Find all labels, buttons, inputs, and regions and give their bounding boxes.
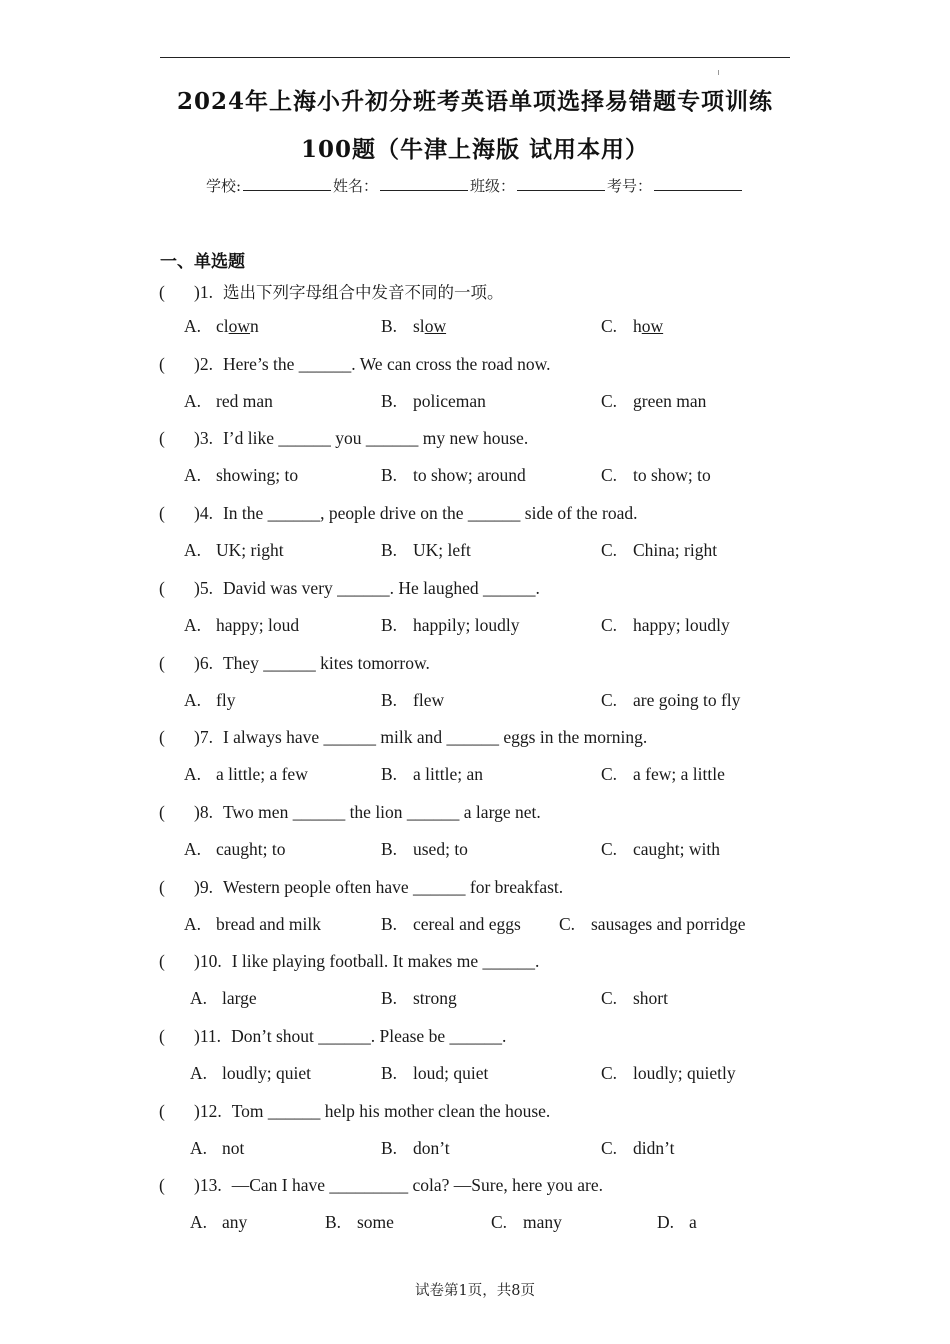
question-number: )9.	[194, 877, 213, 897]
option-a[interactable]	[184, 839, 286, 860]
option-text: loud; quiet	[413, 1063, 489, 1083]
question-text: 选出下列字母组合中发音不同的一项。	[222, 283, 504, 302]
question-stem	[159, 653, 430, 674]
question-text: They ______ kites tomorrow.	[222, 653, 430, 673]
option-c[interactable]	[601, 1138, 675, 1159]
question-text: In the ______, people drive on the ______ side of the road.	[222, 503, 638, 523]
option-text: green man	[633, 391, 707, 411]
option-text: short	[633, 988, 668, 1008]
question-text: I always have ______ milk and ______ eggs in the morning.	[222, 727, 648, 747]
question-number: )11.	[194, 1026, 222, 1046]
option-a[interactable]	[184, 391, 273, 412]
option-text: flew	[413, 690, 445, 710]
school-label: 学校:	[205, 177, 241, 195]
option-text-underlined: ow	[424, 316, 447, 336]
option-letter: C.	[601, 465, 618, 485]
question-number: )2.	[194, 354, 213, 374]
question-number: )3.	[194, 428, 213, 448]
question-text: Tom ______ help his mother clean the house.	[231, 1101, 551, 1121]
option-text: happy; loud	[216, 615, 300, 635]
option-b[interactable]	[381, 615, 519, 636]
option-text-pre: cl	[216, 316, 229, 336]
option-letter: B.	[381, 690, 398, 710]
option-letter: C.	[491, 1212, 508, 1232]
option-letter: B.	[381, 391, 398, 411]
answer-paren[interactable]: (	[159, 578, 165, 598]
page-footer: 试卷第1页，共8页	[415, 1283, 535, 1299]
option-a[interactable]	[184, 690, 235, 711]
question-text: I’d like ______ you ______ my new house.	[222, 428, 529, 448]
option-text: loudly; quietly	[633, 1063, 736, 1083]
option-text: many	[523, 1212, 562, 1232]
option-letter: C.	[601, 391, 618, 411]
question-number: )4.	[194, 503, 213, 523]
answer-paren[interactable]: (	[159, 503, 165, 523]
option-letter: C.	[601, 764, 618, 784]
option-letter: C.	[601, 316, 618, 336]
answer-paren[interactable]: (	[159, 282, 165, 302]
answer-paren[interactable]: (	[159, 653, 165, 673]
option-c[interactable]	[601, 540, 717, 561]
option-text: strong	[413, 988, 457, 1008]
option-c[interactable]	[601, 465, 711, 486]
option-text-underlined: ow	[641, 316, 664, 336]
option-a[interactable]	[184, 540, 284, 561]
option-letter: C.	[601, 1138, 618, 1158]
option-letter: A.	[184, 465, 202, 485]
question-stem	[159, 428, 528, 449]
option-text: happy; loudly	[633, 615, 730, 635]
question-stem	[159, 1101, 550, 1122]
option-text: not	[222, 1138, 245, 1158]
option-text: some	[357, 1212, 394, 1232]
question-number: )13.	[194, 1175, 222, 1195]
class-label: 班级：	[470, 177, 516, 195]
option-a[interactable]	[184, 316, 259, 337]
option-letter: C.	[559, 914, 576, 934]
question-number: )6.	[194, 653, 213, 673]
option-d[interactable]	[657, 1212, 697, 1233]
option-text: happily; loudly	[413, 615, 520, 635]
school-blank[interactable]	[243, 176, 331, 191]
option-letter: B.	[381, 1138, 398, 1158]
answer-paren[interactable]: (	[159, 877, 165, 897]
answer-paren[interactable]: (	[159, 1175, 165, 1195]
answer-paren[interactable]: (	[159, 428, 165, 448]
name-blank[interactable]	[380, 176, 468, 191]
option-text: a	[689, 1212, 697, 1232]
option-letter: B.	[381, 914, 398, 934]
option-c[interactable]	[559, 914, 746, 935]
option-letter: A.	[190, 1063, 208, 1083]
option-c[interactable]	[601, 615, 730, 636]
option-letter: C.	[601, 540, 618, 560]
option-letter: C.	[601, 1063, 618, 1083]
top-rule	[160, 57, 790, 58]
option-text: a few; a little	[633, 764, 725, 784]
option-c[interactable]	[601, 1063, 736, 1084]
question-stem	[159, 503, 638, 524]
exam-title-line-1: 2024年上海小升初分班考英语单项选择易错题专项训练	[176, 88, 773, 115]
option-letter: B.	[381, 1063, 398, 1083]
option-letter: C.	[601, 988, 618, 1008]
option-b[interactable]	[325, 1212, 394, 1233]
question-text: Don’t shout ______. Please be ______.	[231, 1026, 507, 1046]
question-stem	[159, 578, 540, 599]
student-info-line	[0, 175, 950, 196]
option-letter: A.	[184, 914, 202, 934]
option-b[interactable]	[381, 690, 444, 711]
question-text: Western people often have ______ for breakfast.	[222, 877, 564, 897]
option-text: any	[222, 1212, 248, 1232]
option-text: red man	[216, 391, 273, 411]
option-letter: B.	[381, 465, 398, 485]
question-stem	[159, 727, 647, 748]
option-letter: A.	[184, 540, 202, 560]
option-letter: B.	[381, 764, 398, 784]
option-b[interactable]	[381, 391, 486, 412]
page-mark	[718, 70, 719, 75]
option-text-pre: sl	[413, 316, 425, 336]
option-c[interactable]	[601, 764, 725, 785]
option-text: loudly; quiet	[222, 1063, 311, 1083]
option-a[interactable]	[190, 1212, 247, 1233]
question-number: )1.	[194, 282, 213, 302]
option-b[interactable]	[381, 316, 446, 337]
question-text: David was very ______. He laughed ______.	[222, 578, 540, 598]
option-b[interactable]	[381, 988, 457, 1009]
option-letter: C.	[601, 839, 618, 859]
number-label: 考号：	[607, 177, 653, 195]
answer-paren[interactable]: (	[159, 354, 165, 374]
option-text: don’t	[413, 1138, 450, 1158]
option-a[interactable]	[184, 764, 308, 785]
option-text: large	[222, 988, 257, 1008]
option-a[interactable]	[190, 1063, 311, 1084]
option-letter: A.	[184, 690, 202, 710]
question-stem	[159, 802, 541, 823]
option-letter: B.	[381, 988, 398, 1008]
option-text: a little; an	[413, 764, 483, 784]
option-letter: A.	[184, 764, 202, 784]
question-number: )10.	[194, 951, 222, 971]
option-c[interactable]	[601, 839, 720, 860]
option-a[interactable]	[190, 988, 257, 1009]
section-title: 一、单选题	[160, 252, 245, 272]
option-a[interactable]	[184, 465, 298, 486]
option-b[interactable]	[381, 540, 471, 561]
option-letter: B.	[381, 540, 398, 560]
question-text: Here’s the ______. We can cross the road now.	[222, 354, 551, 374]
option-text: to show; to	[633, 465, 711, 485]
option-b[interactable]	[381, 914, 521, 935]
option-a[interactable]	[184, 914, 321, 935]
option-letter: A.	[184, 391, 202, 411]
question-stem	[159, 877, 563, 898]
question-number: )5.	[194, 578, 213, 598]
option-b[interactable]	[381, 465, 526, 486]
answer-paren[interactable]: (	[159, 802, 165, 822]
option-text: UK; left	[413, 540, 471, 560]
question-stem	[159, 354, 551, 375]
option-text: UK; right	[216, 540, 284, 560]
option-text: policeman	[413, 391, 486, 411]
option-a[interactable]	[190, 1138, 244, 1159]
option-letter: B.	[381, 839, 398, 859]
option-letter: C.	[601, 690, 618, 710]
option-text: didn’t	[633, 1138, 675, 1158]
option-text: China; right	[633, 540, 718, 560]
option-letter: A.	[190, 1212, 208, 1232]
question-stem	[159, 1175, 603, 1196]
question-text: I like playing football. It makes me ______.	[231, 951, 540, 971]
class-blank[interactable]	[517, 176, 605, 191]
option-letter: A.	[184, 615, 202, 635]
option-c[interactable]	[601, 391, 706, 412]
question-number: )12.	[194, 1101, 222, 1121]
option-c[interactable]	[601, 988, 668, 1009]
option-text: showing; to	[216, 465, 299, 485]
option-c[interactable]	[601, 316, 663, 337]
option-text: cereal and eggs	[413, 914, 521, 934]
option-text: a little; a few	[216, 764, 308, 784]
option-text: sausages and porridge	[591, 914, 746, 934]
option-a[interactable]	[184, 615, 299, 636]
answer-paren[interactable]: (	[159, 727, 165, 747]
option-c[interactable]	[601, 690, 740, 711]
option-b[interactable]	[381, 839, 468, 860]
option-letter: A.	[190, 988, 208, 1008]
option-text: caught; with	[633, 839, 720, 859]
option-letter: A.	[190, 1138, 208, 1158]
exam-title-line-2: 100题（牛津上海版 试用本用）	[300, 136, 650, 163]
option-letter: D.	[657, 1212, 675, 1232]
question-text: Two men ______ the lion ______ a large net.	[222, 802, 541, 822]
answer-paren[interactable]: (	[159, 1101, 165, 1121]
option-letter: C.	[601, 615, 618, 635]
option-text-underlined: ow	[228, 316, 251, 336]
option-text: are going to fly	[633, 690, 741, 710]
option-text: to show; around	[413, 465, 526, 485]
option-c[interactable]	[491, 1212, 562, 1233]
option-text: fly	[216, 690, 236, 710]
option-b[interactable]	[381, 1138, 450, 1159]
question-stem	[159, 951, 539, 972]
option-text: used; to	[413, 839, 468, 859]
option-text-pre: h	[633, 316, 642, 336]
question-number: )8.	[194, 802, 213, 822]
question-text: —Can I have _________ cola? —Sure, here you are.	[231, 1175, 603, 1195]
number-blank[interactable]	[654, 176, 742, 191]
question-stem	[159, 279, 503, 303]
option-letter: A.	[184, 316, 202, 336]
question-number: )7.	[194, 727, 213, 747]
option-text: caught; to	[216, 839, 286, 859]
option-letter: B.	[381, 316, 398, 336]
option-letter: A.	[184, 839, 202, 859]
option-letter: B.	[381, 615, 398, 635]
question-stem	[159, 1026, 506, 1047]
option-text: bread and milk	[216, 914, 321, 934]
option-text-post: n	[250, 316, 259, 336]
option-b[interactable]	[381, 1063, 488, 1084]
answer-paren[interactable]: (	[159, 951, 165, 971]
option-letter: B.	[325, 1212, 342, 1232]
name-label: 姓名：	[333, 177, 379, 195]
option-b[interactable]	[381, 764, 483, 785]
answer-paren[interactable]: (	[159, 1026, 165, 1046]
